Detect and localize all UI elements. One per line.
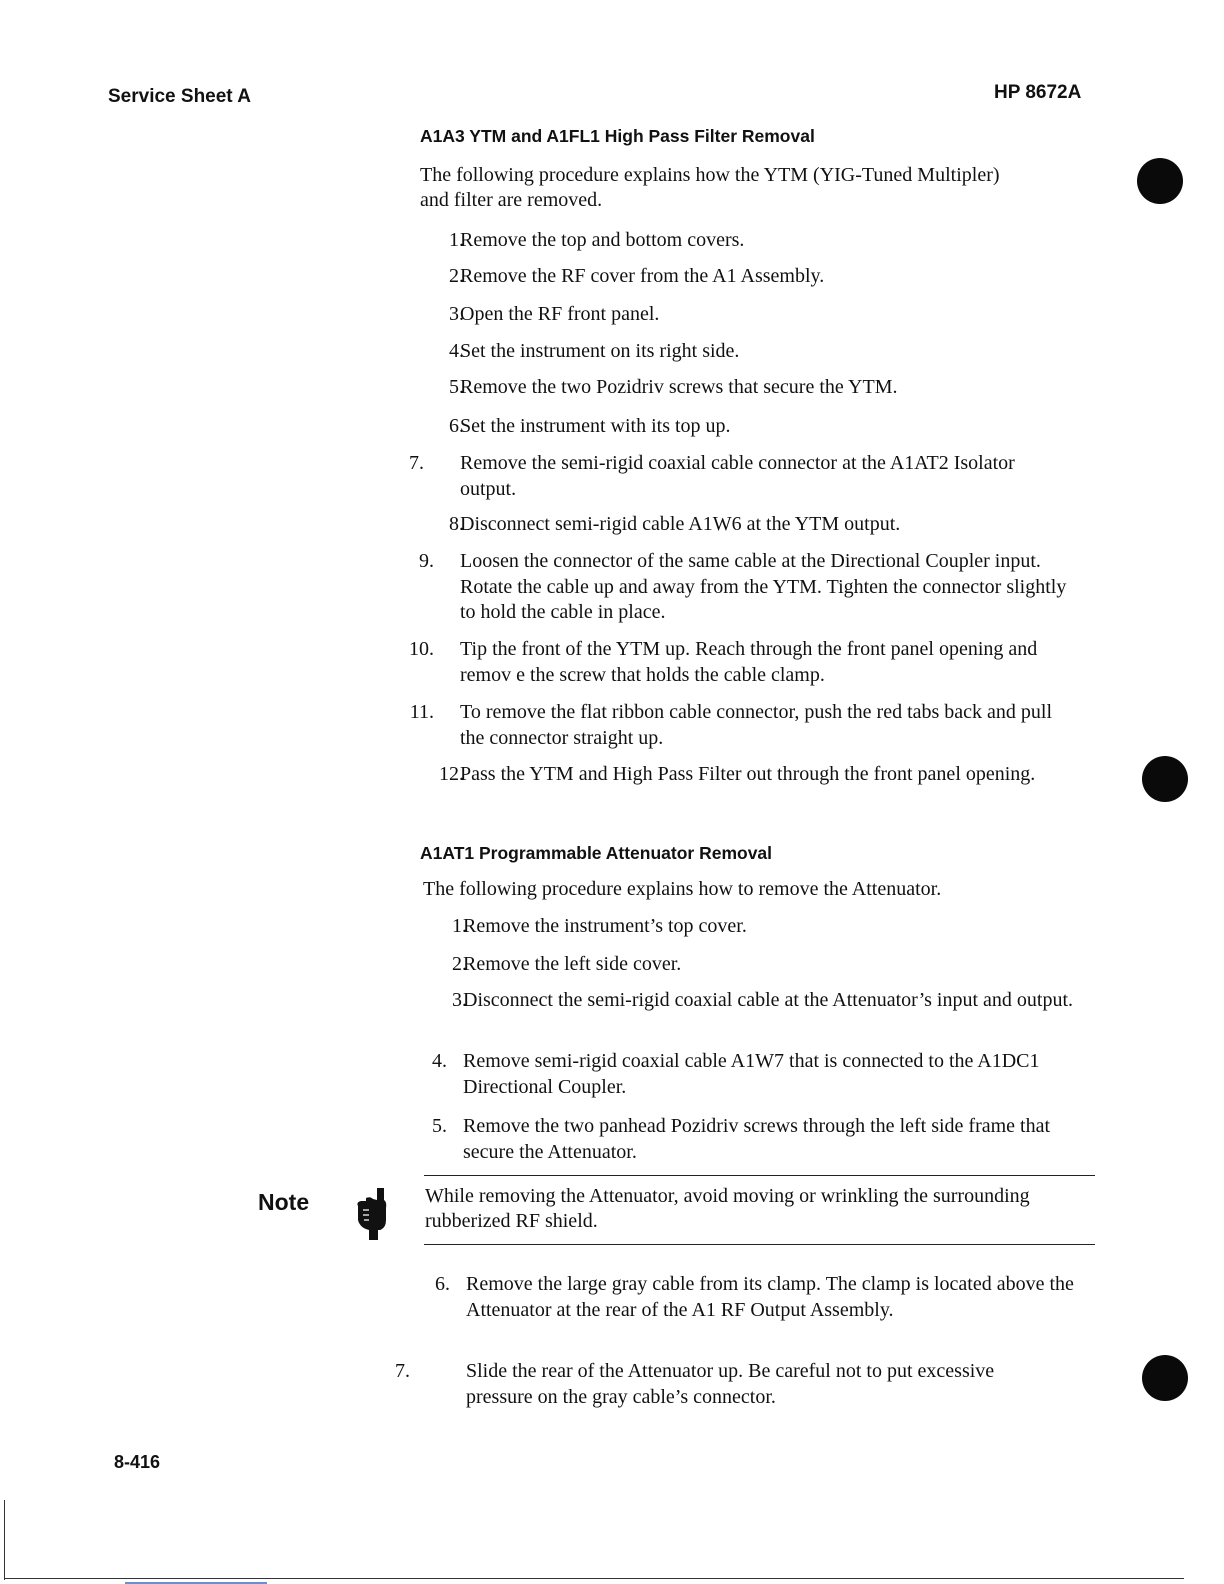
header-left: Service Sheet A	[108, 86, 251, 107]
section1-title: A1A3 YTM and A1FL1 High Pass Filter Removal	[420, 126, 815, 146]
list-item	[420, 228, 1100, 254]
note-label: Note	[258, 1189, 310, 1215]
list-item	[409, 451, 1060, 502]
step-text: Remove the top and bottom covers.	[460, 229, 745, 251]
list-item	[420, 414, 1100, 440]
list-item	[409, 637, 1070, 688]
pointing-hand-icon	[354, 1188, 390, 1244]
step-number: 3.	[449, 303, 464, 325]
step-text: Set the instrument on its right side.	[460, 340, 740, 362]
list-item	[395, 1359, 1046, 1410]
step-text: Loosen the connector of the same cable at the Directional Coupler input. Rotate the cable up and away from the YTM. Tighten the connector slightly to hold the cable in place.	[460, 550, 1067, 623]
step-text: Slide the rear of the Attenuator up. Be careful not to put excessive pressure on the gray cable’s connector.	[466, 1360, 995, 1408]
step-number: 4.	[449, 340, 464, 362]
list-item	[423, 1049, 1083, 1100]
section2-intro: The following procedure explains how to remove the Attenuator.	[423, 878, 942, 900]
step-text: Tip the front of the YTM up. Reach through the front panel opening and remov e the screw that holds the cable clamp.	[460, 638, 1038, 686]
list-item	[423, 952, 1103, 978]
step-number: 5.	[432, 1115, 447, 1137]
list-item	[420, 339, 1100, 365]
list-item	[420, 512, 1100, 538]
binder-hole-mark	[1137, 158, 1183, 204]
header-right: HP 8672A	[994, 82, 1082, 103]
list-item	[423, 1114, 1083, 1165]
step-number: 3.	[452, 989, 467, 1011]
step-text: Remove the two Pozidriv screws that secure the YTM.	[460, 376, 898, 398]
step-text: Remove the semi-rigid coaxial cable connector at the A1AT2 Isolator output.	[460, 452, 1015, 500]
step-text: Remove the two panhead Pozidriv screws through the left side frame that secure the Attenuator.	[463, 1115, 1051, 1163]
step-number: 5.	[449, 376, 464, 398]
step-text: Remove the left side cover.	[463, 953, 682, 975]
step-number: 7.	[409, 452, 424, 474]
binder-hole-mark	[1142, 756, 1188, 802]
step-number: 1.	[452, 915, 467, 937]
page-number: 8-416	[114, 1452, 161, 1472]
step-number: 2.	[449, 265, 464, 287]
step-text: Pass the YTM and High Pass Filter out through the front panel opening.	[460, 763, 1036, 785]
list-item	[420, 762, 1100, 788]
step-number: 12.	[439, 763, 464, 785]
step-text: Set the instrument with its top up.	[460, 415, 731, 437]
step-number: 2.	[452, 953, 467, 975]
step-number: 6.	[449, 415, 464, 437]
section2-title: A1AT1 Programmable Attenuator Removal	[420, 843, 773, 863]
step-number: 1.	[449, 229, 464, 251]
step-number: 6.	[435, 1273, 450, 1295]
scan-edge-bottom	[4, 1578, 1184, 1579]
step-number: 7.	[395, 1360, 410, 1382]
step-number: 4.	[432, 1050, 447, 1072]
binder-hole-mark	[1142, 1355, 1188, 1401]
step-text: Remove the large gray cable from its clamp. The clamp is located above the Attenuator at the rear of the A1 RF Output Assembly.	[466, 1273, 1074, 1321]
step-number: 9.	[419, 550, 434, 572]
step-text: To remove the flat ribbon cable connector, push the red tabs back and pull the connector straight up.	[460, 701, 1053, 749]
step-text: Remove the RF cover from the A1 Assembly.	[460, 265, 825, 287]
step-text: Remove the instrument’s top cover.	[463, 915, 747, 937]
list-item	[426, 1272, 1086, 1323]
note-bottom-rule	[424, 1244, 1095, 1245]
section1-intro: The following procedure explains how the YTM (YIG-Tuned Multipler) and filter are removed.	[420, 164, 1000, 211]
step-text: Open the RF front panel.	[460, 303, 660, 325]
list-item	[423, 914, 1103, 940]
list-item	[420, 549, 1070, 626]
list-item	[420, 302, 1100, 328]
step-text: Disconnect semi-rigid cable A1W6 at the YTM output.	[460, 513, 901, 535]
list-item	[420, 375, 1100, 401]
note-top-rule	[424, 1175, 1095, 1176]
step-number: 8.	[449, 513, 464, 535]
step-text: Remove semi-rigid coaxial cable A1W7 that is connected to the A1DC1 Directional Coupler.	[463, 1050, 1040, 1098]
step-number: 11.	[409, 701, 434, 723]
note-text: While removing the Attenuator, avoid moving or wrinkling the surrounding rubberized RF shield.	[425, 1185, 1030, 1232]
scan-edge-left	[4, 1500, 5, 1580]
step-number: 10.	[409, 638, 434, 660]
list-item	[420, 264, 1100, 290]
step-text: Disconnect the semi-rigid coaxial cable at the Attenuator’s input and output.	[463, 989, 1074, 1011]
list-item	[409, 700, 1070, 751]
list-item	[423, 988, 1103, 1014]
